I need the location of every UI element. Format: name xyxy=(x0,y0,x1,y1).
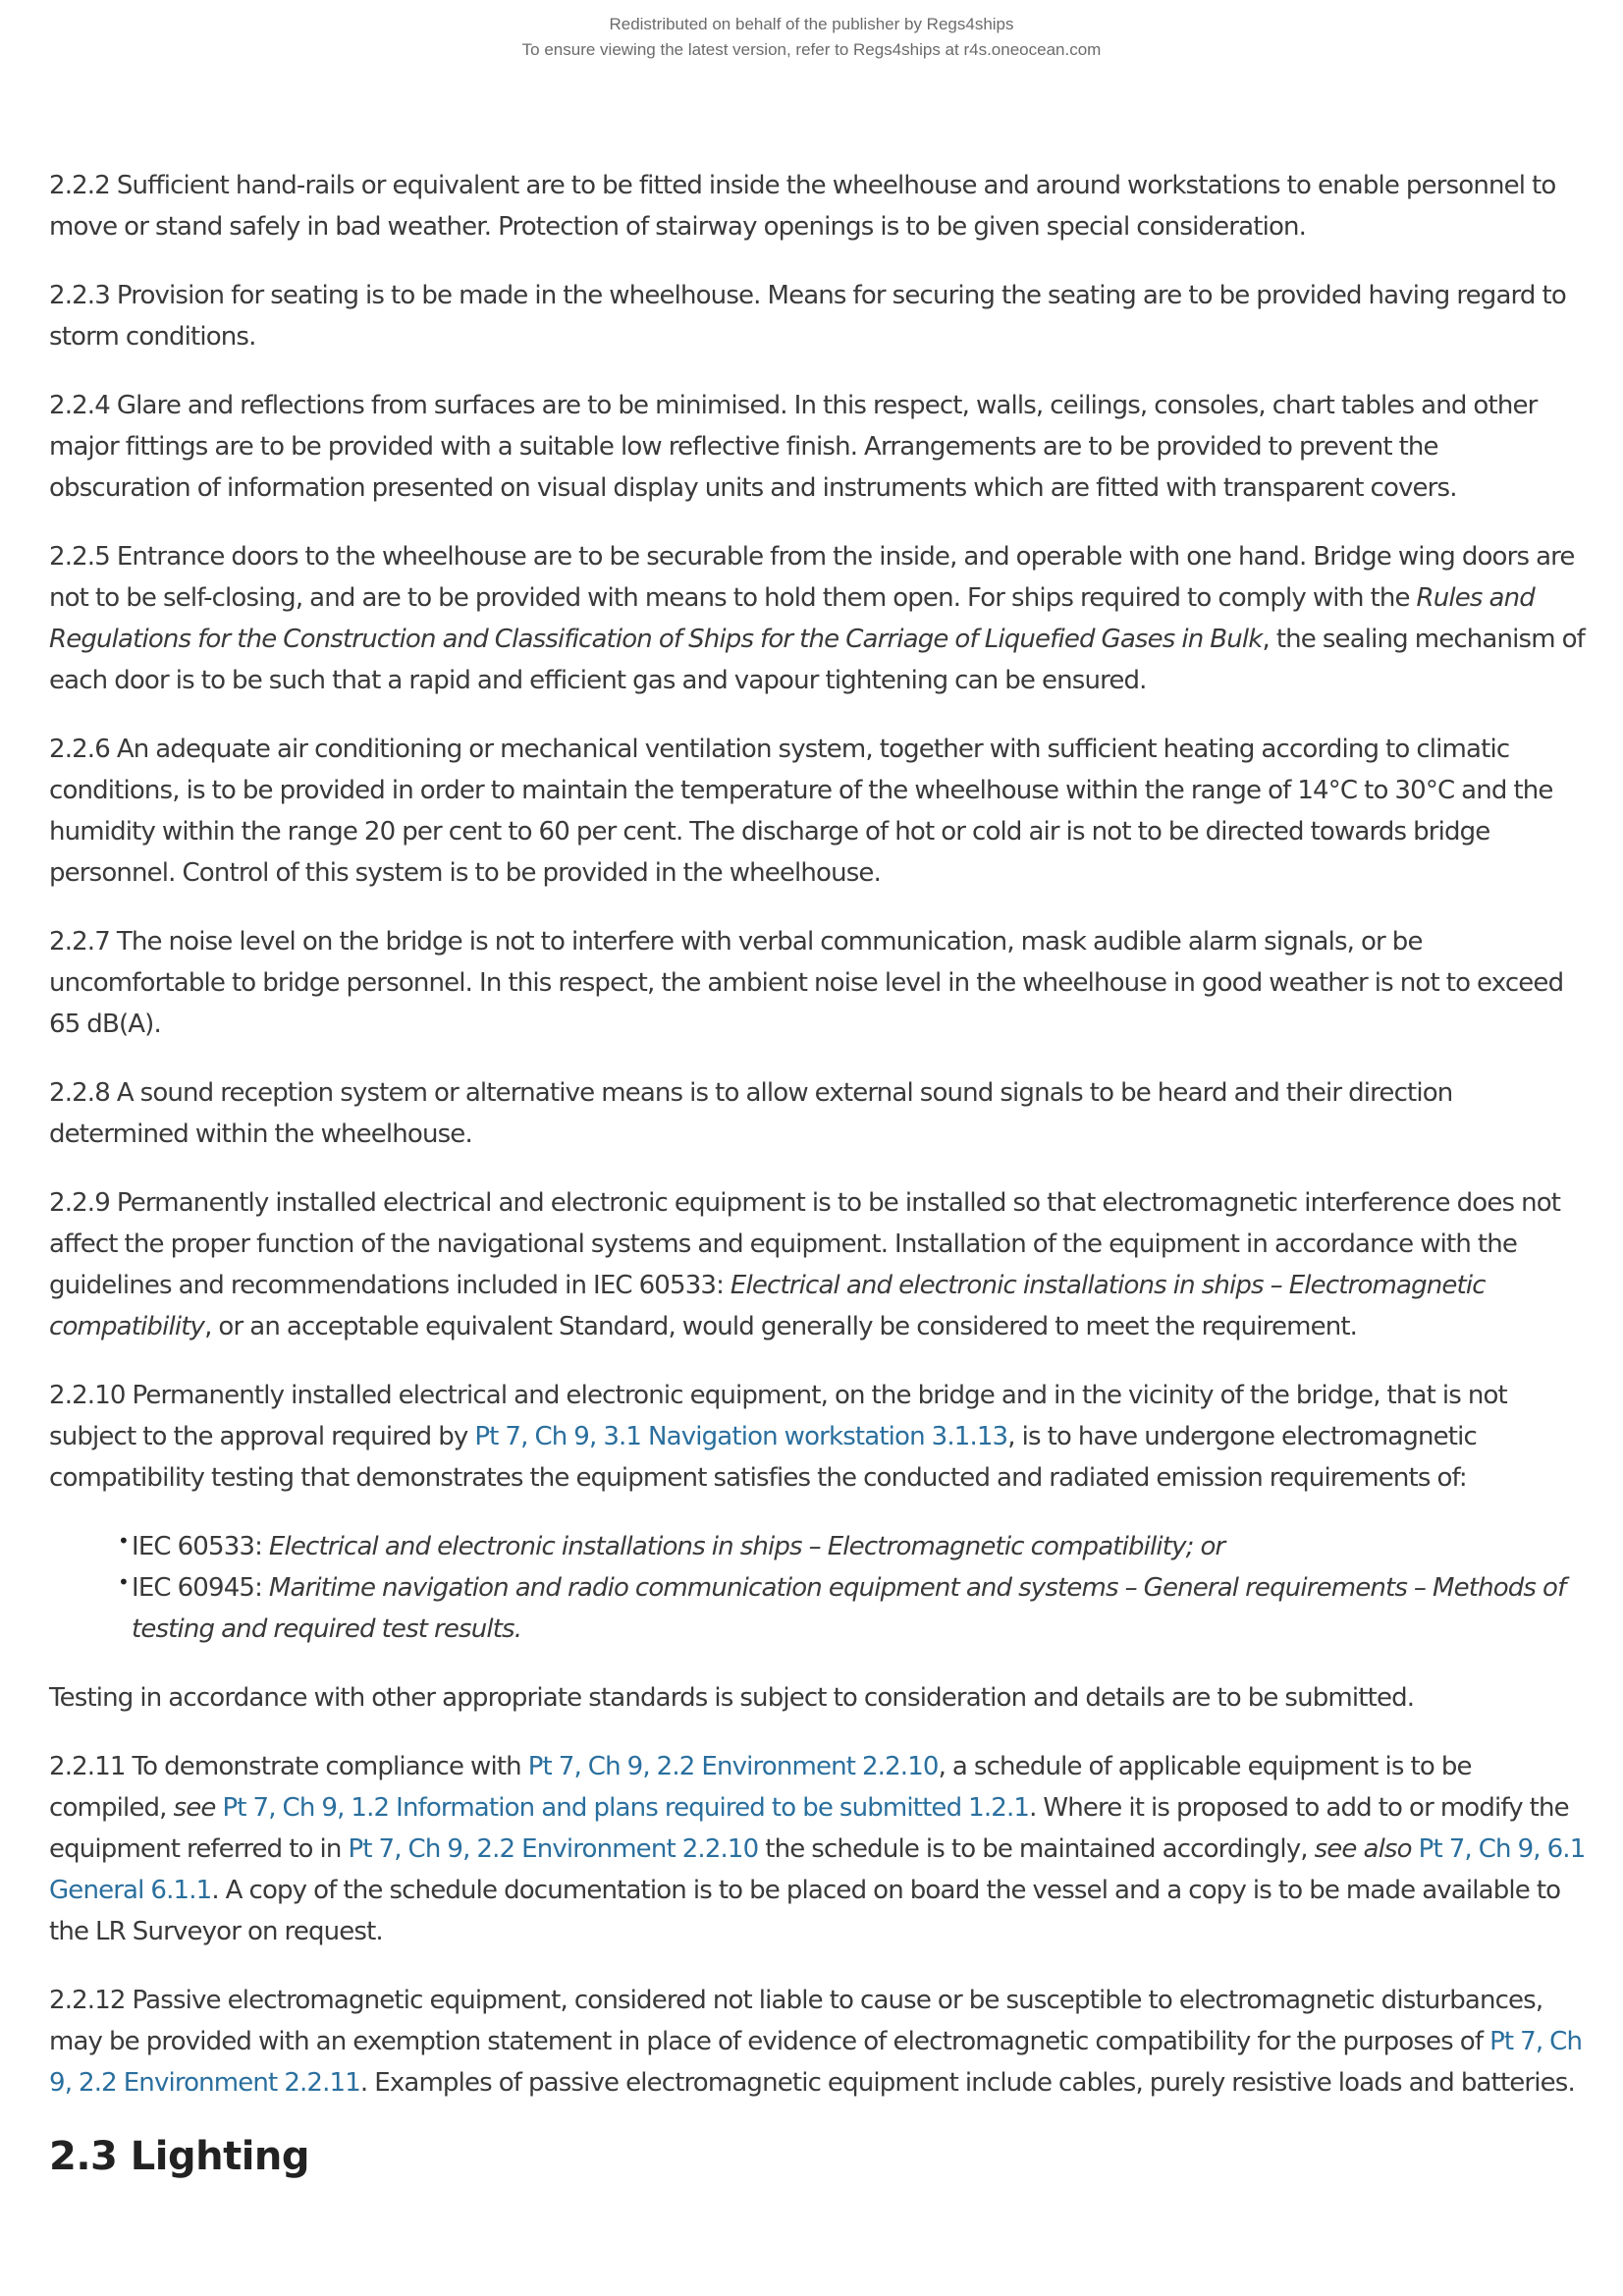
paragraph-text: , is to have undergone electromagnetic compatibility testing that demonstrates the equipment satisfies the conducted and radiated emission requirements of: xyxy=(49,1422,1477,1493)
paragraph-2-2-3: 2.2.3 Provision for seating is to be made in the wheelhouse. Means for securing the seating are to be provided having regard to storm conditions. xyxy=(49,281,1566,352)
paragraph-2-2-7: 2.2.7 The noise level on the bridge is not to interfere with verbal communication, mask audible alarm signals, or be uncomfortable to bridge personnel. In this respect, the ambient noise level in the wheelhouse in good weather is not to exceed 65 dB(A). xyxy=(49,927,1564,1039)
paragraph-text: , the sealing mechanism of each door is to be such that a rapid and efficient gas and vapour tightening can be ensured. xyxy=(49,625,1585,695)
section-heading-lighting: 2.3 Lighting xyxy=(49,2134,310,2179)
italic-title-gas-rules: Rules and Regulations for the Construction and Classification of Ships for the Carriage of Liquefied Gases in Bulk xyxy=(49,583,1535,654)
standard-title: Electrical and electronic installations in ships – Electromagnetic compatibility; or xyxy=(268,1532,1225,1561)
standard-code: IEC 60533: xyxy=(132,1532,269,1561)
paragraph-2-2-4: 2.2.4 Glare and reflections from surfaces are to be minimised. In this respect, walls, ceilings, consoles, chart tables and other major fittings are to be provided with a suitable low reflective finish. Arrangements are to be provided to prevent the obscuration of information presented on visual display units and instruments which are fitted with transparent covers. xyxy=(49,391,1538,503)
paragraph-text: , or an acceptable equivalent Standard, would generally be considered to meet the requirement. xyxy=(204,1312,1358,1341)
paragraph-text: 2.2.10 Permanently installed electrical and electronic equipment, on the bridge and in the vicinity of the bridge, that is not subject to the approval required by xyxy=(49,1381,1507,1451)
list-item xyxy=(118,1526,1586,1567)
document-body xyxy=(49,165,1586,2182)
paragraph-2-2-12 xyxy=(49,1980,1586,2104)
see-also-text: see also xyxy=(1314,1834,1412,1864)
paragraph-text: 2.2.12 Passive electromagnetic equipment, considered not liable to cause or be susceptible to electromagnetic disturbances, may be provided with an exemption statement in place of evidence of electromagnetic compatibility for the purposes of xyxy=(49,1986,1543,2056)
paragraph-2-2-5 xyxy=(49,536,1586,701)
redistribution-notice-line2: To ensure viewing the latest version, refer to Regs4ships at r4s.oneocean.com xyxy=(521,40,1102,59)
italic-title-iec-60533: Electrical and electronic installations in ships – Electromagnetic compatibility xyxy=(49,1271,1486,1341)
list-item xyxy=(118,1567,1586,1650)
paragraph-text: . A copy of the schedule documentation is to be placed on board the vessel and a copy is to be made available to the LR Surveyor on request. xyxy=(49,1876,1561,1946)
standard-title: Maritime navigation and radio communication equipment and systems – General requirements – Methods of testing and required test results. xyxy=(132,1573,1566,1644)
paragraph-text: the schedule is to be maintained accordingly, xyxy=(758,1834,1315,1864)
standards-list xyxy=(49,1526,1586,1650)
see-text: see xyxy=(173,1793,216,1823)
paragraph-text: . Where it is proposed to add to or modify the equipment referred to in xyxy=(49,1793,1569,1864)
link-pt7-ch9-1-2-1[interactable]: Pt 7, Ch 9, 1.2 Information and plans required to be submitted 1.2.1 xyxy=(222,1793,1030,1823)
link-pt7-ch9-3-1-13[interactable]: Pt 7, Ch 9, 3.1 Navigation workstation 3.1.13 xyxy=(474,1422,1008,1451)
redistribution-notice-line1: Redistributed on behalf of the publisher by Regs4ships xyxy=(609,15,1014,33)
paragraph-2-2-11 xyxy=(49,1746,1586,1952)
paragraph-2-2-10 xyxy=(49,1375,1586,1499)
standard-code: IEC 60945: xyxy=(132,1573,269,1603)
paragraph-2-2-6: 2.2.6 An adequate air conditioning or mechanical ventilation system, together with sufficient heating according to climatic conditions, is to be provided in order to maintain the temperature of the wheelhouse within the range of 14°C to 30°C and the humidity within the range 20 per cent to 60 per cent. The discharge of hot or cold air is not to be directed towards bridge personnel. Control of this system is to be provided in the wheelhouse. xyxy=(49,735,1553,888)
paragraph-text: 2.2.5 Entrance doors to the wheelhouse are to be securable from the inside, and operable with one hand. Bridge wing doors are not to be self-closing, and are to be provided with means to hold them open. For ships required to comply with the xyxy=(49,542,1575,613)
paragraph-text: 2.2.11 To demonstrate compliance with xyxy=(49,1752,528,1781)
paragraph-testing: Testing in accordance with other appropriate standards is subject to consideration and details are to be submitted. xyxy=(49,1683,1415,1713)
link-pt7-ch9-6-1-1[interactable]: Pt 7, Ch 9, 6.1 General 6.1.1 xyxy=(49,1834,1586,1905)
bullet-icon: • xyxy=(118,1529,129,1553)
paragraph-text xyxy=(1412,1834,1419,1864)
paragraph-2-2-2: 2.2.2 Sufficient hand-rails or equivalent are to be fitted inside the wheelhouse and around workstations to enable personnel to move or stand safely in bad weather. Protection of stairway openings is to be given special consideration. xyxy=(49,171,1556,242)
link-pt7-ch9-2-2-11[interactable]: Pt 7, Ch 9, 2.2 Environment 2.2.11 xyxy=(49,2027,1583,2098)
bullet-icon: • xyxy=(118,1570,129,1594)
paragraph-2-2-8: 2.2.8 A sound reception system or alternative means is to allow external sound signals to be heard and their direction determined within the wheelhouse. xyxy=(49,1078,1453,1149)
paragraph-text: . Examples of passive electromagnetic equipment include cables, purely resistive loads and batteries. xyxy=(359,2068,1575,2098)
redistribution-notice xyxy=(0,12,1623,63)
paragraph-2-2-9 xyxy=(49,1182,1586,1347)
paragraph-text: , a schedule of applicable equipment is to be compiled, xyxy=(49,1752,1472,1823)
paragraph-text: 2.2.9 Permanently installed electrical and electronic equipment is to be installed so that electromagnetic interference does not affect the proper function of the navigational systems and equipment. Installation of the equipment in accordance with the guidelines and recommendations included in IEC 60533: xyxy=(49,1188,1561,1300)
link-pt7-ch9-2-2-10-second[interactable]: Pt 7, Ch 9, 2.2 Environment 2.2.10 xyxy=(348,1834,759,1864)
link-pt7-ch9-2-2-10[interactable]: Pt 7, Ch 9, 2.2 Environment 2.2.10 xyxy=(527,1752,939,1781)
